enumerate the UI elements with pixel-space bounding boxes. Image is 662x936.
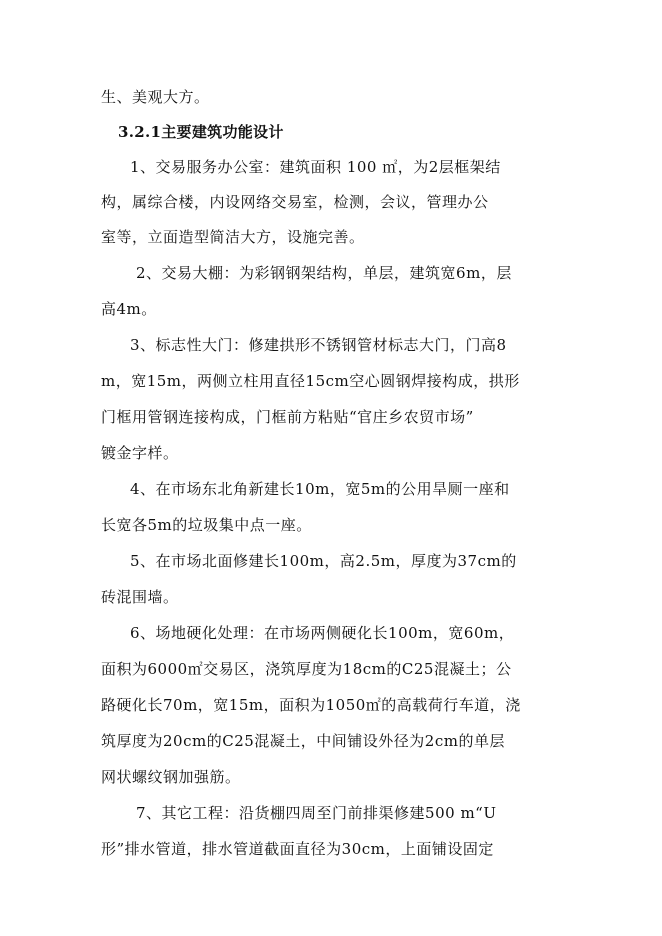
- text-line: 4、在市场东北角新建长10m，宽5m的公用旱厕一座和: [130, 480, 510, 498]
- text-line: 构，属综合楼，内设网络交易室，检测，会议，管理办公: [101, 193, 489, 211]
- text-line: 6、场地硬化处理：在市场两侧硬化长100m，宽60m，: [130, 624, 515, 642]
- text-line: 2、交易大棚：为彩钢钢架结构，单层，建筑宽6m，层: [136, 264, 512, 282]
- text-line: 高4m。: [101, 300, 157, 318]
- text-line: 长宽各5m的垃圾集中点一座。: [101, 516, 312, 534]
- text-line: 镀金字样。: [101, 444, 179, 462]
- text-line: 门框用管钢连接构成，门框前方粘贴“官庄乡农贸市场”: [101, 408, 474, 426]
- text-line: 1、交易服务办公室：建筑面积 100 ㎡，为2层框架结: [130, 158, 501, 176]
- text-line: 面积为6000㎡交易区，浇筑厚度为18cm的C25混凝土；公: [101, 660, 512, 678]
- text-line: 室等，立面造型简洁大方，设施完善。: [101, 228, 365, 246]
- text-line: 7、其它工程：沿货棚四周至门前排渠修建500 m“U: [136, 804, 497, 822]
- text-line: 5、在市场北面修建长100m，高2.5m，厚度为37cm的: [130, 552, 517, 570]
- text-line: m，宽15m，两侧立柱用直径15cm空心圆钢焊接构成，拱形: [101, 372, 520, 390]
- text-line: 筑厚度为20cm的C25混凝土，中间铺设外径为2cm的单层: [101, 732, 505, 750]
- text-line: 3、标志性大门：修建拱形不锈钢管材标志大门，门高8: [130, 336, 507, 354]
- text-line: 生、美观大方。: [101, 88, 210, 106]
- text-line: 形”排水管道，排水管道截面直径为30cm，上面铺设固定: [101, 840, 494, 858]
- text-line: 网状螺纹钢加强筋。: [101, 768, 241, 786]
- text-line: 路硬化长70m，宽15m，面积为1050㎡的高载荷行车道，浇: [101, 696, 521, 714]
- section-heading: 3.2.1主要建筑功能设计: [118, 123, 284, 141]
- text-line: 砖混围墙。: [101, 588, 179, 606]
